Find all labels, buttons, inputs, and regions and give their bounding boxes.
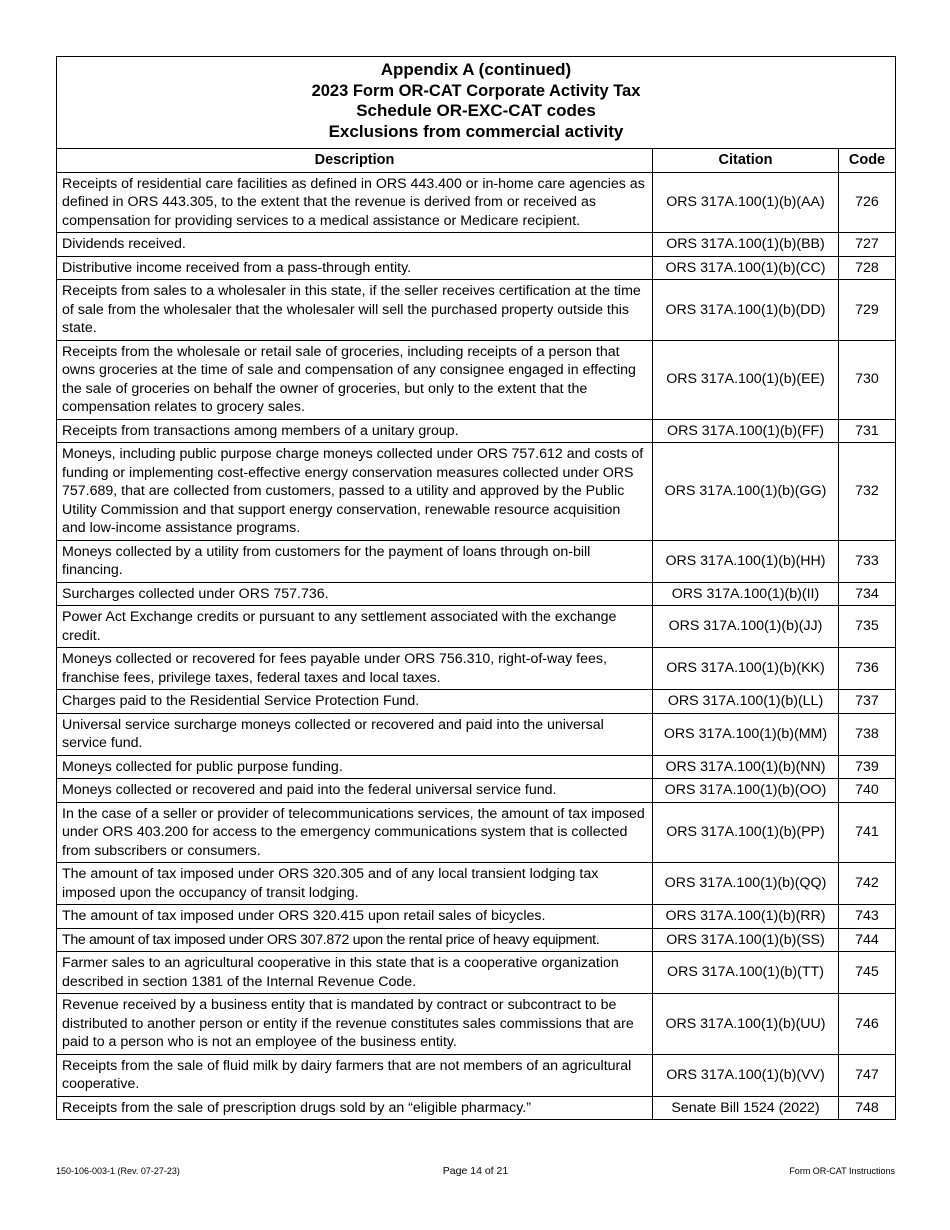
table-row	[57, 256, 896, 280]
row-description: Charges paid to the Residential Service Protection Fund.	[57, 690, 653, 714]
row-code: 743	[839, 905, 896, 929]
row-description: Receipts of residential care facilities as defined in ORS 443.400 or in-home care agencies as defined in ORS 443.305, to the extent that the revenue is derived from or received as compensation for providing services to a medical assistance or Medicare recipient.	[57, 172, 653, 233]
row-code: 739	[839, 755, 896, 779]
row-description: Universal service surcharge moneys collected or recovered and paid into the universal service fund.	[57, 713, 653, 755]
row-citation: ORS 317A.100(1)(b)(AA)	[653, 172, 839, 233]
row-code: 738	[839, 713, 896, 755]
appendix-heading: Appendix A (continued)	[380, 60, 572, 79]
row-citation: ORS 317A.100(1)(b)(BB)	[653, 233, 839, 257]
row-code: 737	[839, 690, 896, 714]
row-citation: ORS 317A.100(1)(b)(QQ)	[653, 863, 839, 905]
table-row	[57, 905, 896, 929]
row-citation: ORS 317A.100(1)(b)(II)	[653, 582, 839, 606]
row-description: In the case of a seller or provider of telecommunications services, the amount of tax imposed under ORS 403.200 for access to the emergency communications system that is collected from subscribers or consumers.	[57, 802, 653, 863]
table-row	[57, 1054, 896, 1096]
table-row	[57, 582, 896, 606]
row-description: The amount of tax imposed under ORS 320.415 upon retail sales of bicycles.	[57, 905, 653, 929]
row-citation: ORS 317A.100(1)(b)(TT)	[653, 952, 839, 994]
row-code: 746	[839, 994, 896, 1055]
table-row	[57, 928, 896, 952]
row-citation: ORS 317A.100(1)(b)(VV)	[653, 1054, 839, 1096]
row-code: 735	[839, 606, 896, 648]
row-code: 733	[839, 540, 896, 582]
row-code: 744	[839, 928, 896, 952]
table-row	[57, 863, 896, 905]
row-citation: ORS 317A.100(1)(b)(JJ)	[653, 606, 839, 648]
row-description: The amount of tax imposed under ORS 307.872 upon the rental price of heavy equipment.	[57, 928, 653, 952]
table-title	[57, 57, 896, 149]
table-row	[57, 606, 896, 648]
row-code: 747	[839, 1054, 896, 1096]
row-code: 732	[839, 443, 896, 541]
row-description: Receipts from the wholesale or retail sale of groceries, including receipts of a person that owns groceries at the time of sale and compensation of any consignee engaged in effecting the sale of groceries on behalf the owner of groceries, but only to the extent that the compensation relates to grocery sales.	[57, 340, 653, 419]
row-citation: ORS 317A.100(1)(b)(FF)	[653, 419, 839, 443]
table-row	[57, 172, 896, 233]
page-footer	[56, 1166, 895, 1180]
row-description: Distributive income received from a pass-through entity.	[57, 256, 653, 280]
row-description: Moneys collected by a utility from customers for the payment of loans through on-bill financing.	[57, 540, 653, 582]
row-description: Moneys, including public purpose charge moneys collected under ORS 757.612 and costs of funding or implementing cost-effective energy conservation measures collected under ORS 757.689, that are collected from customers, passed to a utility and approved by the Public Utility Commission and that support energy conservation, renewable resource acquisition and low-income assistance programs.	[57, 443, 653, 541]
row-description: Revenue received by a business entity that is mandated by contract or subcontract to be distributed to another person or entity if the revenue constitutes sales commissions that are paid to a person who is not an employee of the business entity.	[57, 994, 653, 1055]
table-row	[57, 690, 896, 714]
row-description: Receipts from the sale of prescription drugs sold by an “eligible pharmacy.”	[57, 1096, 653, 1120]
form-name: Form OR-CAT Instructions	[789, 1166, 895, 1176]
row-citation: ORS 317A.100(1)(b)(NN)	[653, 755, 839, 779]
form-heading: 2023 Form OR-CAT Corporate Activity Tax	[311, 81, 641, 100]
table-row	[57, 280, 896, 341]
row-code: 741	[839, 802, 896, 863]
row-citation: ORS 317A.100(1)(b)(LL)	[653, 690, 839, 714]
row-citation: ORS 317A.100(1)(b)(PP)	[653, 802, 839, 863]
row-code: 729	[839, 280, 896, 341]
row-code: 736	[839, 648, 896, 690]
row-code: 742	[839, 863, 896, 905]
row-citation: ORS 317A.100(1)(b)(UU)	[653, 994, 839, 1055]
row-citation: ORS 317A.100(1)(b)(CC)	[653, 256, 839, 280]
row-code: 745	[839, 952, 896, 994]
row-citation: ORS 317A.100(1)(b)(RR)	[653, 905, 839, 929]
row-description: Moneys collected for public purpose funding.	[57, 755, 653, 779]
column-header-code: Code	[839, 149, 896, 173]
form-number: 150-106-003-1 (Rev. 07-27-23)	[56, 1166, 180, 1176]
table-row	[57, 952, 896, 994]
schedule-heading: Schedule OR-EXC-CAT codes	[356, 101, 596, 120]
row-citation: Senate Bill 1524 (2022)	[653, 1096, 839, 1120]
table-row	[57, 648, 896, 690]
row-description: Moneys collected or recovered and paid into the federal universal service fund.	[57, 779, 653, 803]
row-description: Surcharges collected under ORS 757.736.	[57, 582, 653, 606]
column-header-description: Description	[57, 149, 653, 173]
row-citation: ORS 317A.100(1)(b)(OO)	[653, 779, 839, 803]
row-code: 726	[839, 172, 896, 233]
row-description: Dividends received.	[57, 233, 653, 257]
table-row	[57, 713, 896, 755]
row-code: 734	[839, 582, 896, 606]
row-code: 727	[839, 233, 896, 257]
row-description: The amount of tax imposed under ORS 320.305 and of any local transient lodging tax imposed upon the occupancy of transit lodging.	[57, 863, 653, 905]
table-row	[57, 755, 896, 779]
table-row	[57, 233, 896, 257]
row-citation: ORS 317A.100(1)(b)(SS)	[653, 928, 839, 952]
table-row	[57, 419, 896, 443]
row-description: Receipts from sales to a wholesaler in this state, if the seller receives certification at the time of sale from the wholesaler that the wholesaler will sell the purchased property outside this state.	[57, 280, 653, 341]
row-citation: ORS 317A.100(1)(b)(KK)	[653, 648, 839, 690]
row-code: 730	[839, 340, 896, 419]
row-code: 728	[839, 256, 896, 280]
exclusions-heading: Exclusions from commercial activity	[328, 121, 624, 141]
exclusions-table	[56, 56, 896, 1120]
row-description: Farmer sales to an agricultural cooperative in this state that is a cooperative organization described in section 1381 of the Internal Revenue Code.	[57, 952, 653, 994]
table-row	[57, 802, 896, 863]
row-code: 740	[839, 779, 896, 803]
row-code: 748	[839, 1096, 896, 1120]
row-citation: ORS 317A.100(1)(b)(GG)	[653, 443, 839, 541]
row-citation: ORS 317A.100(1)(b)(MM)	[653, 713, 839, 755]
row-description: Power Act Exchange credits or pursuant to any settlement associated with the exchange credit.	[57, 606, 653, 648]
page-number: Page 14 of 21	[442, 1165, 509, 1177]
table-row	[57, 1096, 896, 1120]
table-row	[57, 340, 896, 419]
table-row	[57, 779, 896, 803]
table-row	[57, 540, 896, 582]
row-description: Receipts from the sale of fluid milk by dairy farmers that are not members of an agricultural cooperative.	[57, 1054, 653, 1096]
row-description: Receipts from transactions among members of a unitary group.	[57, 419, 653, 443]
row-description: Moneys collected or recovered for fees payable under ORS 756.310, right-of-way fees, franchise fees, privilege taxes, federal taxes and local taxes.	[57, 648, 653, 690]
row-code: 731	[839, 419, 896, 443]
table-row	[57, 443, 896, 541]
table-row	[57, 994, 896, 1055]
row-citation: ORS 317A.100(1)(b)(EE)	[653, 340, 839, 419]
row-citation: ORS 317A.100(1)(b)(HH)	[653, 540, 839, 582]
row-citation: ORS 317A.100(1)(b)(DD)	[653, 280, 839, 341]
column-header-citation: Citation	[653, 149, 839, 173]
